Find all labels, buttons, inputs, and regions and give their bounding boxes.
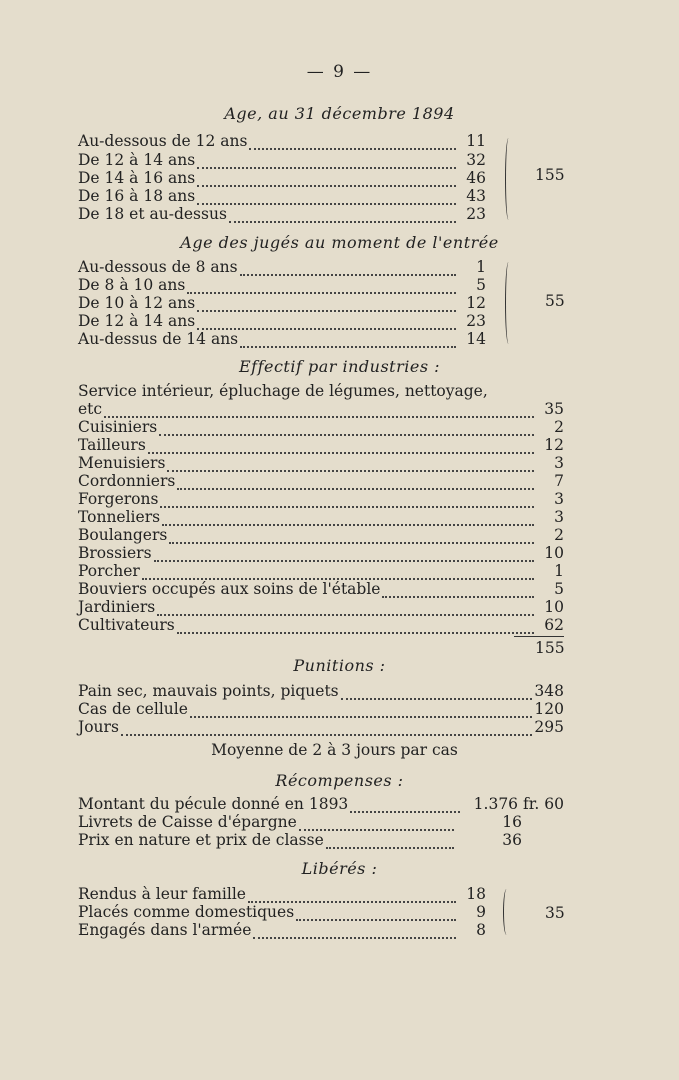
table-row: De 10 à 12 ans 12 (78, 294, 486, 312)
section-title-recompenses: Récompenses : (275, 771, 404, 790)
brace (505, 138, 512, 220)
sum-rule (514, 636, 564, 637)
table-row: Placés comme domestiques 9 (78, 903, 486, 921)
table-row: De 8 à 10 ans 5 (78, 276, 486, 294)
section-title-effectif: Effectif par industries : (238, 357, 441, 376)
table-row: Prix en nature et prix de classe 36 (78, 831, 522, 849)
table-row: Porcher 1 (78, 562, 564, 580)
punitions-note: Moyenne de 2 à 3 jours par cas (211, 741, 458, 759)
table-row: Brossiers 10 (78, 544, 564, 562)
section-title-age-1894: Age, au 31 décembre 1894 (224, 104, 455, 123)
section-title-liberes: Libérés : (301, 859, 378, 878)
table-row: Engagés dans l'armée 8 (78, 921, 486, 939)
group-total: 155 (535, 166, 565, 184)
table-row: etc 35 (78, 400, 564, 418)
table-row: De 16 à 18 ans 43 (78, 187, 486, 205)
brace (505, 262, 512, 344)
section-title-age-entree: Age des jugés au moment de l'entrée (180, 233, 499, 252)
table-row: Au-dessus de 14 ans 14 (78, 330, 486, 348)
group-total: 55 (545, 292, 565, 310)
table-row: Service intérieur, épluchage de légumes, nettoyage, (78, 382, 488, 400)
table-row: Tailleurs 12 (78, 436, 564, 454)
section-title-punitions: Punitions : (293, 656, 386, 675)
table-row: Pain sec, mauvais points, piquets 348 (78, 682, 564, 700)
table-row: Cordonniers 7 (78, 472, 564, 490)
table-row: Cultivateurs 62 (78, 616, 564, 634)
group-total: 35 (545, 904, 565, 922)
table-row: Livrets de Caisse d'épargne 16 (78, 813, 522, 831)
table-row: Au-dessous de 12 ans 11 (78, 132, 486, 150)
table-row: Cuisiniers 2 (78, 418, 564, 436)
brace (503, 889, 510, 935)
table-row: Montant du pécule donné en 1893 1.376 fr. 60 (78, 795, 564, 813)
table-row: Jardiniers 10 (78, 598, 564, 616)
table-row: Cas de cellule 120 (78, 700, 564, 718)
table-row: Forgerons 3 (78, 490, 564, 508)
group-total: 155 (535, 639, 565, 657)
table-row: De 12 à 14 ans 23 (78, 312, 486, 330)
table-row: Au-dessous de 8 ans 1 (78, 258, 486, 276)
table-row: De 12 à 14 ans 32 (78, 151, 486, 169)
page-number: — 9 — (306, 62, 373, 82)
table-row: Boulangers 2 (78, 526, 564, 544)
table-row: Jours 295 (78, 718, 564, 736)
table-row: Bouviers occupés aux soins de l'étable 5 (78, 580, 564, 598)
table-row: Tonneliers 3 (78, 508, 564, 526)
table-row: Rendus à leur famille 18 (78, 885, 486, 903)
table-row: Menuisiers 3 (78, 454, 564, 472)
table-row: De 18 et au-dessus 23 (78, 205, 486, 223)
table-row: De 14 à 16 ans 46 (78, 169, 486, 187)
